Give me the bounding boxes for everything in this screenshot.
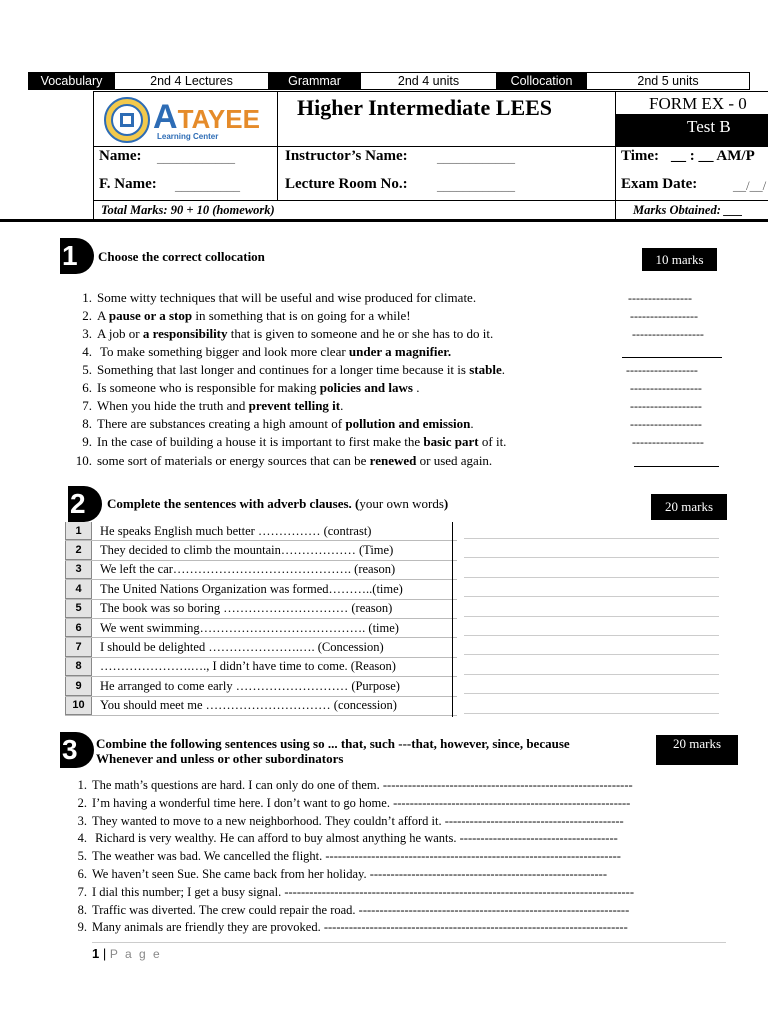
row-number: 9 bbox=[65, 677, 92, 695]
row-number: 4 bbox=[65, 580, 92, 598]
answer-blank[interactable]: ------------------ bbox=[632, 327, 704, 341]
question-number: 4. bbox=[77, 831, 87, 846]
logo-emblem-icon bbox=[103, 96, 151, 144]
question-text: The math’s questions are hard. I can only do one of them. ------------------------------------------------------------ bbox=[92, 778, 633, 792]
answer-blank[interactable]: ------------------ bbox=[630, 399, 702, 413]
question-number: 10. bbox=[75, 453, 92, 468]
answer-line[interactable] bbox=[464, 577, 719, 578]
logo bbox=[103, 96, 275, 144]
question-number: 6. bbox=[77, 867, 87, 881]
sentence-prompt: ………………….…., I didn’t have time to come. (Reason) bbox=[100, 659, 396, 674]
question-number: 8. bbox=[82, 416, 92, 431]
question-text: Many animals are friendly they are provoked. ------------------------------------------------------------------------- bbox=[92, 920, 628, 935]
row-number: 6 bbox=[65, 619, 92, 637]
row-number: 10 bbox=[65, 697, 92, 715]
total-marks: Total Marks: 90 + 10 (homework) bbox=[101, 203, 275, 217]
section-2-divider bbox=[452, 522, 453, 717]
question-number: 3. bbox=[77, 813, 87, 828]
question-text: They wanted to move to a new neighborhood. They couldn’t afford it. ------------------------------------------- bbox=[92, 813, 624, 828]
question-text-end: . bbox=[340, 398, 344, 413]
question-text: We haven’t seen Sue. She came back from her holiday. --------------------------------------------------------- bbox=[92, 867, 607, 881]
combine-question[interactable] bbox=[72, 778, 633, 793]
answer-line[interactable] bbox=[464, 616, 719, 617]
instructor-label: Instructor’s Name: bbox=[285, 148, 408, 164]
section-2-number: 2 bbox=[70, 488, 86, 519]
row-number: 7 bbox=[65, 638, 92, 656]
table-row bbox=[65, 677, 457, 696]
question-number: 1. bbox=[77, 778, 87, 792]
section-3-title-1: Combine the following sentences using so ... that, such ---that, however, since, because bbox=[96, 736, 570, 751]
question-text: In the case of building a house it is important to first make the bbox=[97, 434, 424, 449]
question-text: A bbox=[97, 308, 109, 323]
section-1-number: 1 bbox=[62, 240, 78, 271]
answer-blank[interactable]: ---------------- bbox=[628, 291, 692, 305]
question-number: 7. bbox=[77, 884, 87, 899]
question-text-end: . bbox=[470, 416, 474, 431]
table-row bbox=[65, 658, 457, 677]
logo-subtitle: Learning Center bbox=[157, 132, 219, 141]
question-number: 9. bbox=[77, 920, 87, 935]
question-text: I dial this number; I get a busy signal. ------------------------------------------------------------------------------------ bbox=[92, 884, 634, 899]
question-text: I’m having a wonderful time here. I don’t want to go home. --------------------------------------------------------- bbox=[92, 795, 631, 810]
collocation-question bbox=[66, 398, 343, 414]
question-keyword: basic part bbox=[423, 434, 479, 449]
combine-question[interactable] bbox=[72, 831, 618, 846]
question-text-end: or used again. bbox=[416, 453, 493, 468]
section-2-badge bbox=[68, 486, 102, 522]
answer-line[interactable] bbox=[464, 596, 719, 597]
question-number: 5. bbox=[77, 849, 87, 864]
sentence-prompt: He speaks English much better …………… (contrast) bbox=[100, 523, 372, 538]
combine-question[interactable] bbox=[72, 867, 607, 882]
question-text-end: of it. bbox=[478, 434, 507, 449]
question-number: 3. bbox=[82, 326, 92, 341]
fname-label: F. Name: bbox=[99, 176, 157, 192]
section-3-badge bbox=[60, 732, 94, 768]
section-1-badge bbox=[60, 238, 94, 274]
combine-question[interactable] bbox=[72, 796, 630, 811]
answer-line[interactable] bbox=[464, 674, 719, 675]
question-keyword: pollution and emission bbox=[345, 416, 471, 431]
collocation-question bbox=[66, 326, 493, 342]
collocation-question bbox=[66, 344, 451, 360]
sentence-prompt: The United Nations Organization was formed………..(time) bbox=[100, 581, 403, 596]
row-number: 5 bbox=[65, 600, 92, 618]
exam-header bbox=[93, 91, 768, 219]
table-row bbox=[65, 697, 457, 716]
answer-line-4[interactable] bbox=[622, 357, 722, 358]
name-label: Name: bbox=[99, 148, 142, 164]
collocation-question bbox=[66, 380, 419, 396]
question-text-end: . bbox=[412, 380, 420, 395]
answer-blank[interactable]: ------------------ bbox=[630, 381, 702, 395]
question-number: 1. bbox=[82, 290, 92, 305]
row-number: 2 bbox=[65, 541, 92, 559]
answer-blank[interactable]: ------------------ bbox=[632, 435, 704, 449]
answer-blank[interactable]: ----------------- bbox=[630, 309, 698, 323]
form-code: FORM EX - 0 bbox=[649, 94, 747, 113]
question-text: Something that last longer and continues for a longer time because it is bbox=[97, 362, 470, 377]
row-number: 1 bbox=[65, 522, 92, 540]
section-2-title-end: ) bbox=[443, 496, 449, 511]
row-number: 3 bbox=[65, 561, 92, 579]
combine-question[interactable] bbox=[72, 920, 628, 935]
question-text: Some witty techniques that will be useful and wise produced for climate. bbox=[97, 290, 477, 305]
question-keyword: stable bbox=[469, 362, 502, 377]
collocation-question bbox=[66, 362, 505, 378]
table-row bbox=[65, 541, 457, 560]
collocation-question bbox=[66, 434, 506, 450]
collocation-question bbox=[66, 453, 492, 469]
table-row bbox=[65, 638, 457, 657]
combine-question[interactable] bbox=[72, 849, 621, 864]
collocation-question bbox=[66, 308, 411, 324]
answer-line-10[interactable] bbox=[634, 466, 719, 467]
question-number: 2. bbox=[82, 308, 92, 323]
instructor-field[interactable]: ____________ bbox=[437, 150, 515, 165]
section-2-title-note: your own words bbox=[359, 496, 444, 511]
table-row bbox=[65, 600, 457, 619]
answer-blank[interactable]: ------------------ bbox=[630, 417, 702, 431]
room-label: Lecture Room No.: bbox=[285, 176, 408, 192]
test-variant: Test B bbox=[687, 117, 731, 136]
question-keyword: a responsibility bbox=[142, 326, 228, 341]
sentence-prompt: He arranged to come early ……………………… (Purpose) bbox=[100, 678, 400, 693]
page-word: P a g e bbox=[109, 947, 162, 961]
question-keyword: renewed bbox=[369, 453, 417, 468]
question-keyword: pause or a stop bbox=[108, 308, 193, 323]
question-text: There are substances creating a high amount of bbox=[97, 416, 346, 431]
section-1-title: Choose the correct collocation bbox=[98, 249, 265, 264]
section-2-table bbox=[65, 522, 457, 716]
sentence-prompt: We went swimming…………………………………. (time) bbox=[100, 620, 399, 635]
question-text: Traffic was diverted. The crew could repair the road. ----------------------------------------------------------------- bbox=[92, 902, 630, 917]
answer-line[interactable] bbox=[464, 557, 719, 558]
room-field[interactable]: ____________ bbox=[437, 178, 515, 193]
grammar-label: Grammar bbox=[269, 73, 361, 89]
sentence-prompt: I should be delighted ………………….…. (Concession) bbox=[100, 640, 384, 655]
section-3-marks: 20 marks bbox=[656, 735, 738, 765]
question-text-end: in something that is on going for a while! bbox=[192, 308, 411, 323]
combine-question[interactable] bbox=[72, 885, 634, 900]
exam-date-field[interactable]: __/__/ bbox=[733, 178, 767, 193]
question-text: some sort of materials or energy sources that can be bbox=[97, 453, 370, 468]
vocab-value: 2nd 4 Lectures bbox=[115, 73, 269, 89]
combine-question[interactable] bbox=[72, 814, 624, 829]
footer-separator: | bbox=[99, 946, 110, 961]
sentence-prompt: The book was so boring ………………………… (reason) bbox=[100, 601, 393, 616]
collocation-value: 2nd 5 units bbox=[637, 74, 699, 88]
collocation-question bbox=[66, 416, 474, 432]
question-number: 8. bbox=[77, 902, 87, 917]
question-keyword: under a magnifier. bbox=[348, 344, 452, 359]
name-field[interactable]: ____________ bbox=[157, 150, 235, 165]
footer-rule bbox=[92, 942, 726, 943]
table-row bbox=[65, 580, 457, 599]
sentence-prompt: We left the car……………………………………. (reason) bbox=[100, 562, 396, 577]
question-number: 5. bbox=[82, 362, 92, 377]
header-strip bbox=[28, 72, 750, 90]
time-label: Time: bbox=[621, 148, 660, 164]
question-text-end: that is given to someone and he or she has to do it. bbox=[227, 326, 494, 341]
answer-line[interactable] bbox=[464, 538, 719, 539]
question-text: The weather was bad. We cancelled the flight. ----------------------------------------------------------------------- bbox=[92, 849, 621, 864]
question-keyword: policies and laws bbox=[319, 380, 413, 395]
question-text: Richard is very wealthy. He can afford to buy almost anything he wants. -------------------------------------- bbox=[92, 831, 618, 846]
question-number: 9. bbox=[82, 434, 92, 449]
header-rule bbox=[0, 219, 768, 222]
section-3-number: 3 bbox=[62, 734, 78, 765]
grammar-value: 2nd 4 units bbox=[361, 73, 497, 89]
section-1-marks: 10 marks bbox=[642, 248, 717, 271]
collocation-question bbox=[66, 290, 476, 306]
page-number: 1 bbox=[92, 946, 100, 961]
section-2-title-bold: Complete the sentences with adverb clauses. ( bbox=[107, 496, 360, 511]
exam-title: Higher Intermediate LEES bbox=[297, 95, 553, 120]
answer-blank[interactable]: ------------------ bbox=[626, 363, 698, 377]
answer-line[interactable] bbox=[464, 713, 719, 714]
question-number: 4. bbox=[82, 344, 92, 359]
marks-obtained: Marks Obtained: ___ bbox=[633, 203, 743, 217]
time-field[interactable]: __ : __ AM/P bbox=[671, 148, 755, 164]
question-text: Is someone who is responsible for making bbox=[97, 380, 320, 395]
collocation-label: Collocation bbox=[497, 73, 587, 89]
question-text: To make something bigger and look more clear bbox=[97, 344, 349, 359]
logo-initial: A bbox=[153, 98, 178, 136]
section-2-marks: 20 marks bbox=[651, 494, 727, 520]
answer-line[interactable] bbox=[464, 654, 719, 655]
question-text: When you hide the truth and bbox=[97, 398, 249, 413]
table-row bbox=[65, 561, 457, 580]
page-footer bbox=[92, 946, 162, 961]
table-row bbox=[65, 619, 457, 638]
question-number: 2. bbox=[77, 795, 87, 810]
fname-field[interactable]: __________ bbox=[175, 178, 240, 193]
logo-word: TAYEE bbox=[177, 104, 260, 134]
question-text-end: . bbox=[501, 362, 505, 377]
table-row bbox=[65, 522, 457, 541]
question-keyword: prevent telling it bbox=[248, 398, 341, 413]
vocab-label: Vocabulary bbox=[29, 73, 115, 89]
answer-line[interactable] bbox=[464, 693, 719, 694]
section-3-title-2: Whenever and unless or other subordinators bbox=[96, 751, 344, 766]
question-number: 6. bbox=[82, 380, 92, 395]
answer-line[interactable] bbox=[464, 635, 719, 636]
row-number: 8 bbox=[65, 658, 92, 676]
sentence-prompt: You should meet me ………………………… (concession) bbox=[100, 698, 397, 713]
question-number: 7. bbox=[82, 398, 92, 413]
question-text: A job or bbox=[97, 326, 143, 341]
combine-question[interactable] bbox=[72, 903, 629, 918]
section-2-title bbox=[107, 496, 448, 512]
sentence-prompt: They decided to climb the mountain……………… (Time) bbox=[100, 543, 394, 558]
exam-date-label: Exam Date: bbox=[621, 176, 698, 192]
